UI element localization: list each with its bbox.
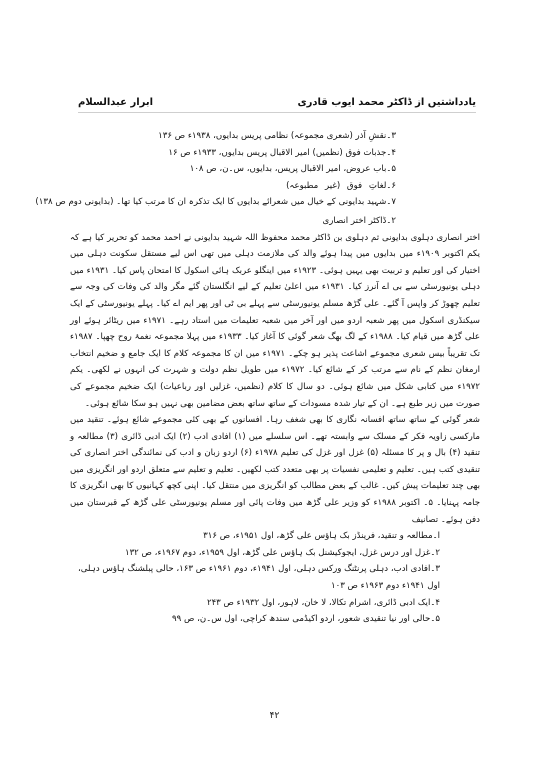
list-item: ۴۔جذبات فوق (نظمیں) امیر الاقبال پریس بدایوں، ۱۹۳۳ء ص ۱۶ (168, 147, 396, 158)
list-item: ا۔مطالعہ و تنقید، فرینڈز بک ہاؤس علی گڑھ، اول ۱۹۵۱ء، ص ۳۱۶ (203, 531, 440, 542)
list-item: ۵۔باب عروض، امیر الاقبال پریس، بدایوں، س۔ن، ص ۱۰۸ (189, 164, 396, 175)
list-item: ۴۔ایک ادبی ڈائری، اشرام تکالا، لا خان، لاہور، اول ۱۹۳۲ء ص ۲۴۳ (206, 597, 440, 608)
header-title-left: ابرار عبدالسلام (78, 97, 154, 108)
biography-paragraph: اختر انصاری دہلوی بدایونی ثم دہلوی بن ڈاکٹر محمد محفوظ اللہ شہید بدایونی نے احمد محمد کو تحریر کیا ہے کہ یکم اکتوبر ۱۹۰۹ء میں بدایوں میں پیدا ہوئے والد کی ملازمت دہلی میں تھی اس لیے مستقل سکونت دہلی میں اختیار کی اور تعلیم و تربیت بھی یہیں ہوئی۔ ۱۹۲۳ء میں اینگلو عربک ہائی اسکول کا امتحان پاس کیا۔ ۱۹۳۱ء میں دہلی یونیورسٹی سے بی اے آنرز کیا۔ ۱۹۳۱ء میں اعلیٰ تعلیم کے لیے انگلستان گئے مگر والد کی وفات کی وجہ سے تعلیم چھوڑ کر واپس آ گئے۔ علی گڑھ مسلم یونیورسٹی سے پہلے بی ٹی اور پھر ایم اے کیا۔ پہلے یونیورسٹی کے ایک سیکنڈری اسکول میں پھر شعبہ اردو میں اور آخر میں شعبہ تعلیمات میں استاد رہے۔ ۱۹۷۱ء میں ریٹائر ہوئے اور علی گڑھ میں قیام کیا۔ ۱۹۸۸ء کے لگ بھگ شعر گوئی کا آغاز کیا۔ ۱۹۳۳ء میں پہلا مجموعہ نغمۂ روح چھپا۔ ۱۹۸۷ء تک تقریباً بیس شعری مجموعے اشاعت پذیر ہو چکے۔ ۱۹۷۱ء میں ان کا مجموعہ کلام کا ایک جامع و ضخیم انتخاب ارمغان نظم کے نام سے مرتب کر کے شائع کیا۔ ۱۹۷۲ء میں طویل نظم دولت و شہرت کی انہوں نے لکھی۔ یکم ۱۹۷۲ء میں کتابی شکل میں شائع ہوئی۔ دو سال کا کلام (نظمیں، غزلیں اور رباعیات) ایک ضخیم مجموعے کی صورت میں زیر طبع ہے۔ ان کے تیار شدہ مسودات کے ساتھ ساتھ بعض مضامین بھی نہیں ہو سکا شائع ہوئی۔ (70, 232, 481, 409)
header-title-right: یادداشتیں از ڈاکٹر محمد ایوب قادری (297, 97, 476, 108)
criticism-paragraph: شعر گوئی کے ساتھ ساتھ افسانہ نگاری کا بھی شغف رہا۔ افسانوں کے بھی کئی مجموعے شائع ہوئے۔ تنقید میں مارکسی زاویہ فکر کے مسلک سے وابستہ تھے۔ اس سلسلے میں (۱) افادی ادب (۲) ایک ادبی ڈائری (۳) مطالعہ و تنقید (۴) بال و پر کا مسئلہ (۵) غزل اور غزل کی تعلیم ۱۹۷۸ء (۶) اردو زبان و ادب کی نمائندگی اختر انصاری کی تنقیدی کتب ہیں۔ تعلیم و تعلیمی نفسیات پر بھی متعدد کتب لکھیں۔ تعلیم و تعلیم سے متعلق اردو اور انگریزی میں بھی چند تعلیمات پیش کیں۔ غالب کے بعض مطالب کو انگریزی میں منتقل کیا۔ اپنی کچھ کہانیوں کا بھی انگریزی کا جامہ پہنایا۔ ۵۔ اکتوبر ۱۹۸۸ء کو وزیر علی گڑھ میں وفات پائی اور مسلم یونیورسٹی علی گڑھ کے قبرستان میں دفن ہوئے۔ تصانیف (70, 415, 481, 525)
list-item: ۵۔حالی اور نیا تنقیدی شعور، اردو اکیڈمی سندھ کراچی، اول س۔ن، ص ۹۹ (172, 614, 440, 625)
section-heading: ۲۔ڈاکٹر اختر انصاری (322, 215, 396, 226)
list-item: ۷۔شہید بدایونی کے خیال میں شعرائے بدایوں کا ایک تذکرہ ان کا مرتب کیا تھا۔ (بدایونی دوم ص ۱۳۸) (35, 197, 396, 208)
running-header (78, 97, 476, 113)
list-item: اول ۱۹۴۱ء دوم ۱۹۶۳ء ص ۱۰۳ (330, 581, 440, 592)
list-item: ۳۔نقشِ آذر (شعری مجموعہ) نظامی پریس بدایوں، ۱۹۳۸ء ص ۱۳۶ (158, 131, 396, 141)
body-text (35, 128, 481, 628)
list-item: ۲۔غزل اور درس غزل، ایجوکیشنل بک ہاؤس علی گڑھ، اول ۱۹۵۹ء، دوم ۱۹۶۷ء، ص ۱۳۲ (124, 547, 440, 558)
header-divider (78, 112, 476, 113)
page-number: ۴۲ (269, 711, 280, 721)
works-list-top (35, 128, 480, 211)
works-list-bottom (70, 528, 480, 628)
list-item: ۶۔لغاتِ فوق (غیر مطبوعہ) (286, 180, 396, 191)
list-item: ۳۔افادی ادب، دہلی پرنٹنگ ورکس دہلی، اول ۱۹۴۱ء، دوم ۱۹۶۱ء ص ۱۶۳، حالی پبلشنگ ہاؤس دہلی، (78, 564, 440, 575)
